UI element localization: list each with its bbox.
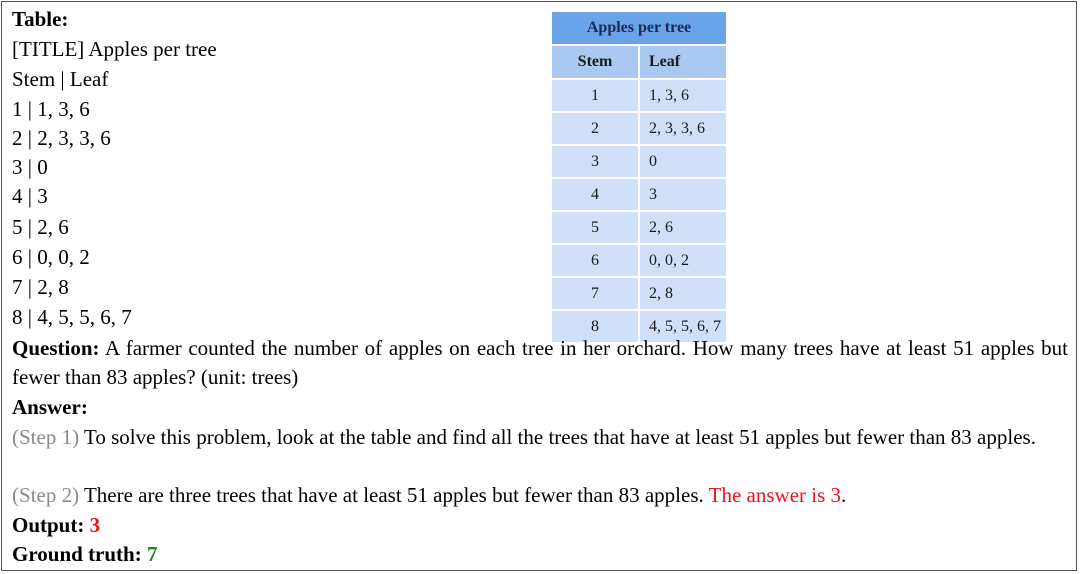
text-line: 7 | 2, 8 — [12, 275, 69, 299]
stem-cell: 6 — [552, 244, 639, 277]
answer-label: Answer: — [12, 395, 88, 419]
table-row — [552, 178, 726, 211]
table-heading: Table: — [12, 7, 69, 31]
table-row — [552, 145, 726, 178]
text-line-title: [TITLE] Apples per tree — [12, 37, 217, 61]
ground-truth-value: 7 — [146, 542, 158, 566]
question-text: A farmer counted the number of apples on each tree in her orchard. How many trees have at least 51 apples but fewer than 83 apples? (unit: trees) — [12, 336, 1069, 389]
stem-cell: 7 — [552, 277, 639, 310]
question-label: Question: — [12, 336, 100, 360]
stem-leaf-table — [552, 12, 726, 342]
text-line: 6 | 0, 0, 2 — [12, 245, 90, 269]
text-line: 3 | 0 — [12, 155, 48, 179]
ground-truth-line — [12, 540, 157, 569]
column-header-stem: Stem — [552, 45, 639, 79]
stem-cell: 2 — [552, 112, 639, 145]
table-row — [552, 277, 726, 310]
stem-cell: 4 — [552, 178, 639, 211]
step2-tag: (Step 2) — [12, 483, 80, 507]
step2-paragraph — [12, 481, 846, 510]
output-line — [12, 511, 100, 540]
output-label: Output: — [12, 513, 85, 537]
leaf-cell: 0 — [639, 145, 726, 178]
table-title: Apples per tree — [552, 12, 726, 45]
stem-cell: 1 — [552, 79, 639, 112]
step1-tag: (Step 1) — [12, 425, 80, 449]
stem-cell: 8 — [552, 310, 639, 342]
step1-text: To solve this problem, look at the table and find all the trees that have at least 51 apples but fewer than 83 apples. — [83, 425, 1036, 449]
table-row — [552, 79, 726, 112]
text-line: 5 | 2, 6 — [12, 215, 69, 239]
text-line-header: Stem | Leaf — [12, 67, 109, 91]
question-paragraph — [12, 334, 1068, 392]
table-row — [552, 112, 726, 145]
leaf-cell: 2, 8 — [639, 277, 726, 310]
leaf-cell: 4, 5, 5, 6, 7 — [639, 310, 726, 342]
leaf-cell: 2, 3, 3, 6 — [639, 112, 726, 145]
table-row — [552, 244, 726, 277]
final-answer-text: The answer is 3 — [708, 483, 842, 507]
step1-paragraph — [12, 423, 1068, 452]
leaf-cell: 2, 6 — [639, 211, 726, 244]
leaf-cell: 0, 0, 2 — [639, 244, 726, 277]
table-row — [552, 211, 726, 244]
output-value: 3 — [89, 513, 101, 537]
text-line: 2 | 2, 3, 3, 6 — [12, 126, 111, 150]
step2-text: There are three trees that have at least 51 apples but fewer than 83 apples. — [83, 483, 704, 507]
text-line: 8 | 4, 5, 5, 6, 7 — [12, 305, 132, 329]
text-line: 4 | 3 — [12, 184, 48, 208]
column-header-leaf: Leaf — [639, 45, 726, 79]
ground-truth-label: Ground truth: — [12, 542, 142, 566]
leaf-cell: 3 — [639, 178, 726, 211]
stem-cell: 5 — [552, 211, 639, 244]
text-line: 1 | 1, 3, 6 — [12, 97, 90, 121]
step2-period: . — [841, 483, 847, 507]
stem-cell: 3 — [552, 145, 639, 178]
leaf-cell: 1, 3, 6 — [639, 79, 726, 112]
